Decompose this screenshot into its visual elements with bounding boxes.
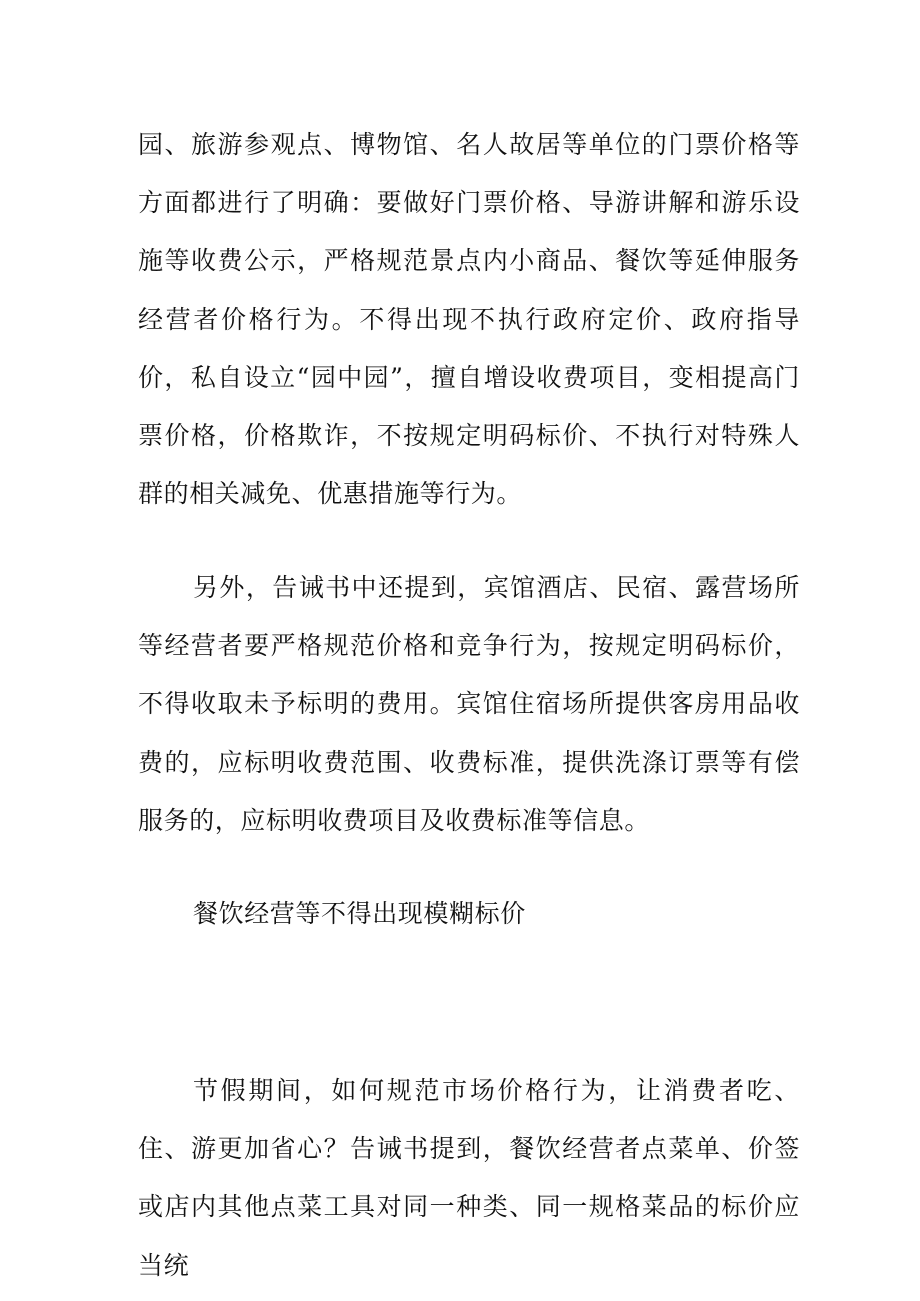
section-heading-catering: 餐饮经营等不得出现模糊标价 [193, 899, 526, 928]
paragraph-catering-pricing: 节假期间，如何规范市场价格行为，让消费者吃、住、游更加省心？告诫书提到，餐饮经营者点菜单、价签或店内其他点菜工具对同一种类、同一规格菜品的标价应当统 [138, 1076, 800, 1280]
paragraph-hotel-pricing: 另外，告诫书中还提到，宾馆酒店、民宿、露营场所等经营者要严格规范价格和竞争行为，按规定明码标价，不得收取未予标明的费用。宾馆住宿场所提供客房用品收费的，应标明收费范围、收费标准，提供洗涤订票等有偿服务的，应标明收费项目及收费标准等信息。 [138, 573, 800, 835]
paragraph-scenic-ticket-pricing: 园、旅游参观点、博物馆、名人故居等单位的门票价格等方面都进行了明确：要做好门票价格、导游讲解和游乐设施等收费公示，严格规范景点内小商品、餐饮等延伸服务经营者价格行为。不得出现不执行政府定价、政府指导价，私自设立“园中园”，擅自增设收费项目，变相提高门票价格，价格欺诈，不按规定明码标价、不执行对特殊人群的相关减免、优惠措施等行为。 [138, 130, 800, 509]
